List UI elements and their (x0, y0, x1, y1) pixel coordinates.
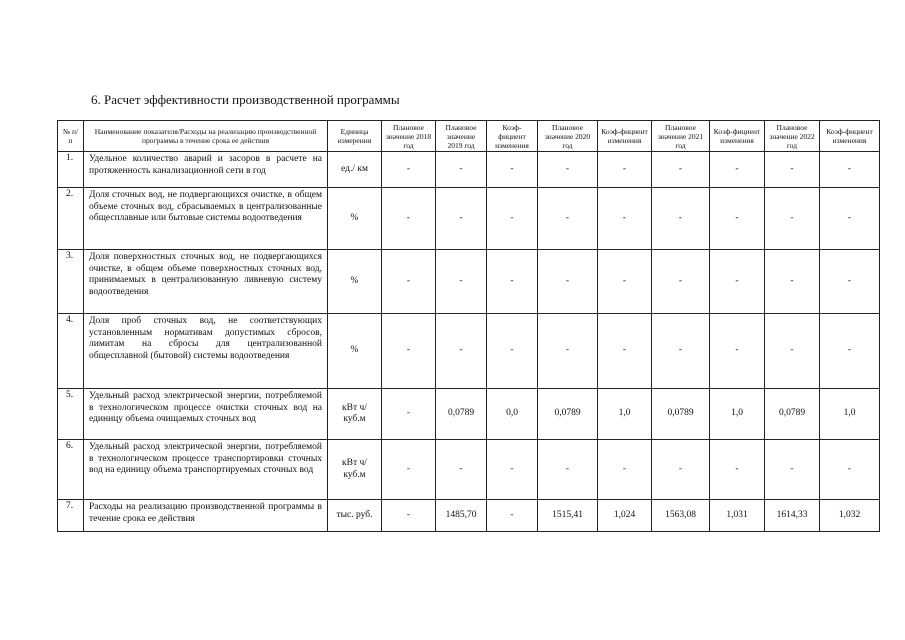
indicator-name: Доля сточных вод, не подвергающихся очистке, в общем объеме сточных вод, сбрасываемых в централизованные общесплавные или бытовые системы водоотведения (84, 188, 328, 250)
plan-2019-cell: - (436, 440, 487, 500)
header-num: № п/п (58, 121, 84, 152)
row-number: 3. (58, 250, 84, 314)
header-row (58, 121, 880, 152)
plan-2020-cell: - (538, 188, 598, 250)
coef-2020-cell: - (598, 314, 652, 389)
header-unit: Единица измерения (328, 121, 382, 152)
unit-cell: % (328, 188, 382, 250)
indicator-name: Удельный расход электрической энергии, потребляемой в технологическом процессе транспортировки сточных вод на единицу объема транспортируемых сточных вод (84, 440, 328, 500)
plan-2020-cell: 1515,41 (538, 500, 598, 532)
coef-2020-cell: - (598, 188, 652, 250)
efficiency-table (57, 120, 880, 532)
table-row (58, 188, 880, 250)
coef-2021-cell: - (710, 250, 765, 314)
plan-2021-cell: - (652, 440, 710, 500)
header-coef-2019: Коэф-фициент изменения (487, 121, 538, 152)
coef-2021-cell: 1,0 (710, 389, 765, 440)
plan-2021-cell: - (652, 152, 710, 188)
plan-2020-cell: 0,0789 (538, 389, 598, 440)
table-row (58, 440, 880, 500)
unit-cell: % (328, 314, 382, 389)
header-plan-2021: Плановое значение 2021 год (652, 121, 710, 152)
unit-cell: % (328, 250, 382, 314)
row-number: 2. (58, 188, 84, 250)
plan-2021-cell: 0,0789 (652, 389, 710, 440)
unit-cell: кВт ч/куб.м (328, 440, 382, 500)
coef-2022-cell: 1,032 (820, 500, 880, 532)
table-row (58, 152, 880, 188)
plan-2022-cell: 0,0789 (765, 389, 820, 440)
plan-2022-cell: - (765, 188, 820, 250)
plan-2022-cell: - (765, 314, 820, 389)
coef-2019-cell: - (487, 500, 538, 532)
unit-cell: ед./ км (328, 152, 382, 188)
coef-2022-cell: - (820, 152, 880, 188)
row-number: 6. (58, 440, 84, 500)
row-number: 1. (58, 152, 84, 188)
plan-2018-cell: - (382, 500, 436, 532)
indicator-name: Расходы на реализацию производственной программы в течение срока ее действия (84, 500, 328, 532)
plan-2019-cell: - (436, 152, 487, 188)
plan-2022-cell: - (765, 250, 820, 314)
plan-2019-cell: 1485,70 (436, 500, 487, 532)
plan-2021-cell: - (652, 188, 710, 250)
indicator-name: Доля поверхностных сточных вод, не подвергающихся очистке, в общем объеме поверхностных сточных вод, принимаемых в централизованную ливневую систему водоотведения (84, 250, 328, 314)
coef-2021-cell: - (710, 152, 765, 188)
header-coef-2022: Коэф-фициент изменения (820, 121, 880, 152)
plan-2022-cell: 1614,33 (765, 500, 820, 532)
plan-2018-cell: - (382, 440, 436, 500)
plan-2019-cell: - (436, 250, 487, 314)
plan-2018-cell: - (382, 152, 436, 188)
indicator-name: Удельное количество аварий и засоров в расчете на протяженность канализационной сети в год (84, 152, 328, 188)
row-number: 5. (58, 389, 84, 440)
row-number: 4. (58, 314, 84, 389)
plan-2019-cell: 0,0789 (436, 389, 487, 440)
unit-cell: кВт ч/куб.м (328, 389, 382, 440)
coef-2022-cell: - (820, 250, 880, 314)
indicator-name: Доля проб сточных вод, не соответствующих установленным нормативам допустимых сбросов, лимитам на сбросы для централизованной общесплавной (бытовой) системы водоотведения (84, 314, 328, 389)
unit-cell: тыс. руб. (328, 500, 382, 532)
coef-2020-cell: 1,0 (598, 389, 652, 440)
coef-2020-cell: - (598, 250, 652, 314)
plan-2021-cell: - (652, 250, 710, 314)
coef-2019-cell: 0,0 (487, 389, 538, 440)
plan-2019-cell: - (436, 188, 487, 250)
coef-2021-cell: - (710, 188, 765, 250)
header-plan-2018: Плановое значение 2018 год (382, 121, 436, 152)
plan-2021-cell: - (652, 314, 710, 389)
plan-2022-cell: - (765, 440, 820, 500)
row-number: 7. (58, 500, 84, 532)
plan-2020-cell: - (538, 152, 598, 188)
coef-2022-cell: - (820, 314, 880, 389)
plan-2018-cell: - (382, 188, 436, 250)
coef-2019-cell: - (487, 314, 538, 389)
plan-2020-cell: - (538, 314, 598, 389)
header-name: Наименование показателя/Расходы на реализацию производственной программы в течение срока ее действия (84, 121, 328, 152)
section-title: 6. Расчет эффективности производственной программы (91, 92, 400, 107)
coef-2020-cell: - (598, 440, 652, 500)
plan-2020-cell: - (538, 250, 598, 314)
coef-2022-cell: - (820, 188, 880, 250)
table-row (58, 250, 880, 314)
plan-2018-cell: - (382, 250, 436, 314)
coef-2021-cell: - (710, 440, 765, 500)
plan-2021-cell: 1563,08 (652, 500, 710, 532)
plan-2022-cell: - (765, 152, 820, 188)
header-coef-2020: Коэф-фициент изменения (598, 121, 652, 152)
header-plan-2020: Плановое значение 2020 год (538, 121, 598, 152)
plan-2020-cell: - (538, 440, 598, 500)
header-plan-2019: Плановое значение 2019 год (436, 121, 487, 152)
plan-2019-cell: - (436, 314, 487, 389)
indicator-name: Удельный расход электрической энергии, потребляемой в технологическом процессе очистки сточных вод на единицу объема очищаемых сточных вод (84, 389, 328, 440)
coef-2019-cell: - (487, 188, 538, 250)
table-row (58, 314, 880, 389)
coef-2022-cell: - (820, 440, 880, 500)
coef-2019-cell: - (487, 440, 538, 500)
coef-2019-cell: - (487, 152, 538, 188)
coef-2019-cell: - (487, 250, 538, 314)
table-row (58, 389, 880, 440)
coef-2020-cell: 1,024 (598, 500, 652, 532)
coef-2021-cell: - (710, 314, 765, 389)
coef-2021-cell: 1,031 (710, 500, 765, 532)
header-coef-2021: Коэф-фициент изменения (710, 121, 765, 152)
plan-2018-cell: - (382, 389, 436, 440)
table-row (58, 500, 880, 532)
coef-2020-cell: - (598, 152, 652, 188)
header-plan-2022: Плановое значение 2022 год (765, 121, 820, 152)
coef-2022-cell: 1,0 (820, 389, 880, 440)
plan-2018-cell: - (382, 314, 436, 389)
